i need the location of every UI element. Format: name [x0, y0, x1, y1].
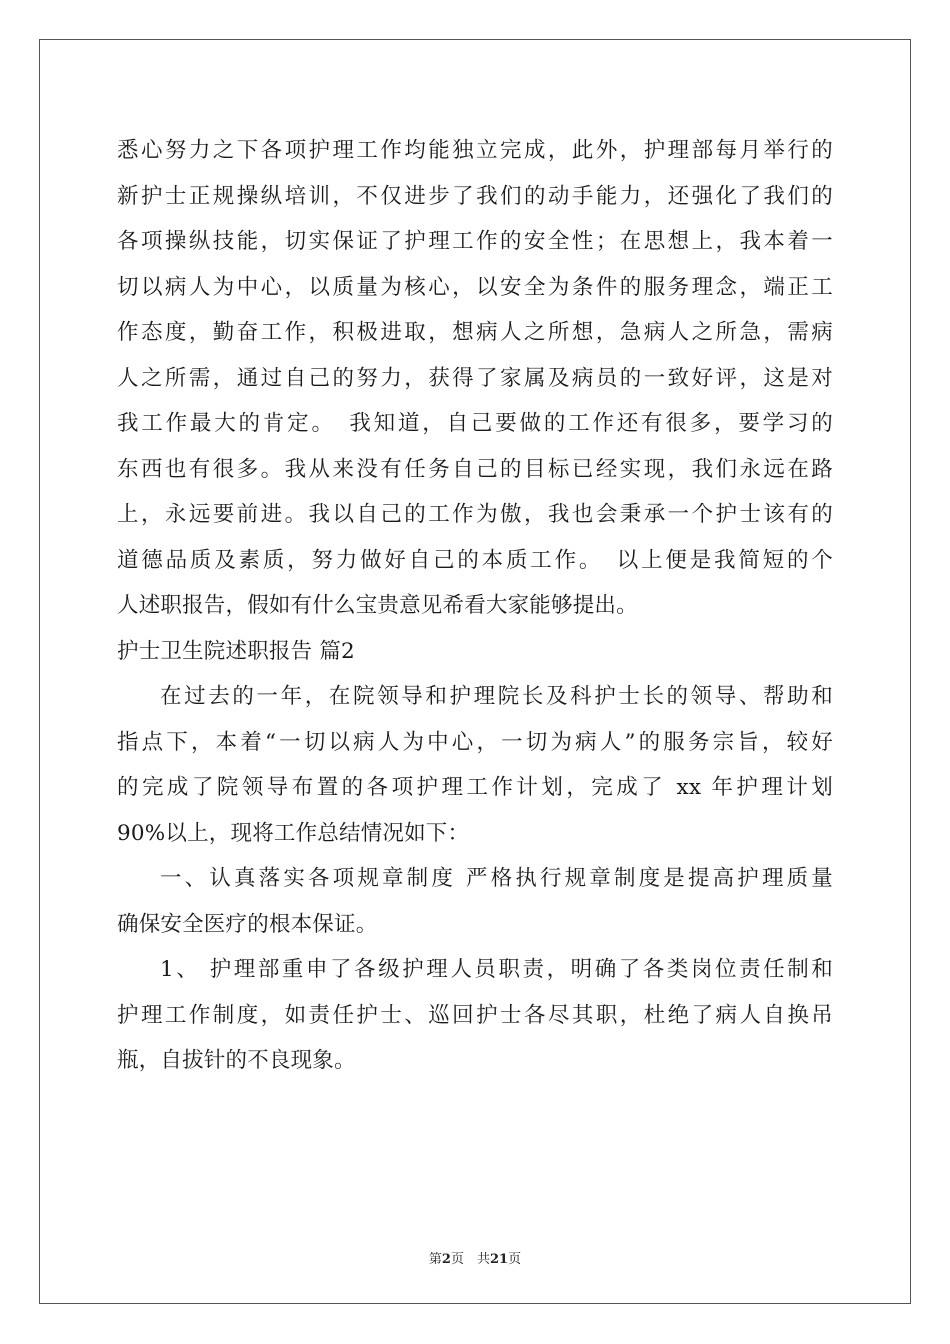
paragraph-line: 护理工作制度，如责任护士、巡回护士各尽其职，杜绝了病人自换吊 — [117, 1002, 833, 1028]
paragraph-line: 新护士正规操纵培训，不仅进步了我们的动手能力，还强化了我们的 — [117, 183, 833, 209]
section-heading: 护士卫生院述职报告 篇2 — [117, 638, 355, 664]
paragraph-line: 1、 护理部重申了各级护理人员职责，明确了各类岗位责任制和 — [160, 957, 833, 982]
paragraph-line: 人述职报告，假如有什么宝贵意见希看大家能够提出。 — [117, 593, 638, 618]
footer-page-suffix: 页 — [508, 1252, 522, 1267]
paragraph-line: 在过去的一年，在院领导和护理院长及科护士长的领导、帮助和 — [160, 684, 833, 709]
paragraph-line: 一、认真落实各项规章制度 严格执行规章制度是提高护理质量 — [160, 866, 833, 891]
footer-page-number: 2 — [441, 1252, 451, 1267]
paragraph-line: 东西也有很多。我从来没有任务自己的目标已经实现，我们永远在路 — [117, 456, 833, 482]
paragraph-line: 各项操纵技能，切实保证了护理工作的安全性；在思想上，我本着一 — [117, 229, 833, 254]
paragraph-line: 切以病人为中心，以质量为核心，以安全为条件的服务理念，端正工 — [117, 274, 833, 300]
footer-page-prefix: 第 — [428, 1252, 442, 1267]
paragraph-line: 指点下，本着“一切以病人为中心，一切为病人”的服务宗旨，较好 — [117, 729, 833, 755]
document-body — [117, 128, 833, 1084]
paragraph-line: 人之所需，通过自己的努力，获得了家属及病员的一致好评，这是对 — [117, 365, 833, 391]
paragraph-line: 作态度，勤奋工作，积极进取，想病人之所想，急病人之所急，需病 — [117, 320, 833, 345]
paragraph-line: 道德品质及素质，努力做好自己的本质工作。 以上便是我简短的个 — [117, 547, 833, 573]
paragraph-line: 瓶，自拔针的不良现象。 — [117, 1048, 356, 1073]
paragraph-line: 90%以上，现将工作总结情况如下： — [117, 820, 470, 846]
footer-page-mid: 页 共 — [450, 1252, 490, 1267]
page-footer — [0, 1248, 950, 1267]
footer-total-pages: 21 — [489, 1252, 509, 1267]
paragraph-line: 的完成了院领导布置的各项护理工作计划，完成了 xx 年护理计划 — [117, 775, 833, 800]
paragraph-line: 我工作最大的肯定。 我知道，自己要做的工作还有很多，要学习的 — [117, 411, 833, 436]
paragraph-line: 上，永远要前进。我以自己的工作为傲，我也会秉承一个护士该有的 — [117, 502, 833, 527]
paragraph-line: 确保安全医疗的根本保证。 — [117, 911, 378, 937]
paragraph-line: 悉心努力之下各项护理工作均能独立完成，此外，护理部每月举行的 — [117, 138, 833, 163]
